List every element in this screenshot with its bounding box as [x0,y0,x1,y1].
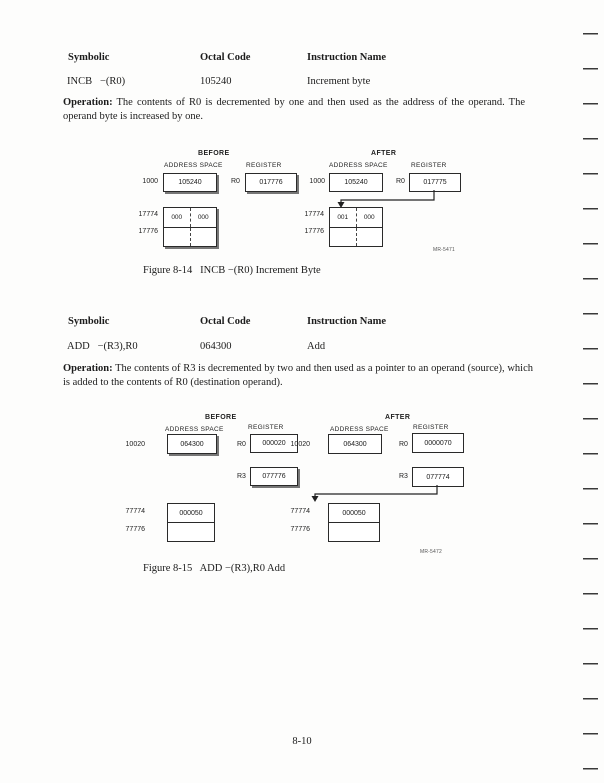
after-address-space-label: ADDRESS SPACE [329,162,388,169]
column-header-octal: Octal Code [200,52,251,63]
before-register-box: 017776 [245,173,297,192]
operation-paragraph [63,96,525,124]
memory-row [329,504,379,522]
memory-cell [164,228,191,247]
before-register-r3-box: 077776 [250,467,298,486]
figure-mr-code: MR-5472 [420,549,442,555]
memory-row [164,227,216,247]
before-memory-address-1: 17774 [138,211,158,218]
memory-row [168,522,214,541]
after-memory-address-1: 17774 [304,211,324,218]
after-register-label: REGISTER [411,162,447,169]
memory-row [330,227,382,247]
after-memory-box [328,503,380,542]
before-address-space-label: ADDRESS SPACE [164,162,223,169]
figure-8-15-diagram [100,410,490,556]
before-memory-address-1: 77774 [125,508,145,515]
memory-cell [329,523,379,541]
before-memory-address-2: 77776 [125,526,145,533]
instruction-name: Add [307,341,326,352]
memory-cell: 000050 [179,509,203,517]
before-address-space-label: ADDRESS SPACE [165,426,224,433]
before-register-label: REGISTER [246,162,282,169]
after-address-space-label: ADDRESS SPACE [330,426,389,433]
memory-cell: 000 [363,213,375,221]
before-register-r0-box: 000020 [250,434,298,453]
figure-mr-code: MR-5471 [433,247,455,253]
after-register-r0-box: 0000070 [412,433,464,453]
after-address-label: 1000 [309,178,325,185]
operation-text: The contents of R0 is decremented by one and then used as the address of the operand. The operand byte is increased by one. [63,97,525,122]
operation-label: Operation: [63,97,113,108]
instruction-octal-code: 105240 [200,76,232,87]
memory-cell [357,228,383,247]
instruction-symbolic: ADD −(R3),R0 [67,341,138,352]
memory-row [329,522,379,541]
after-register-r3-box: 077774 [412,467,464,487]
before-register-r3-name: R3 [237,473,246,480]
edge-tick-marks [583,33,598,774]
column-header-instruction-name: Instruction Name [307,316,387,327]
after-label: AFTER [385,414,411,421]
after-memory-address-2: 17776 [304,228,324,235]
before-memory-address-2: 17776 [138,228,158,235]
before-label: BEFORE [205,414,237,421]
memory-cell: 000 [164,208,191,227]
memory-cell: 001 [330,208,357,227]
after-address-label: 10020 [290,441,310,448]
memory-cell: 000050 [342,509,366,517]
before-memory-box [167,503,215,542]
before-address-space-box: 064300 [167,434,217,454]
before-address-space-box: 105240 [163,173,217,192]
after-register-r0-name: R0 [399,441,408,448]
after-label: AFTER [371,150,397,157]
column-header-octal: Octal Code [200,316,251,327]
figure-8-14-caption: Figure 8-14 INCB −(R0) Increment Byte [143,265,321,276]
operation-paragraph [63,362,533,390]
after-register-box: 017775 [409,173,461,192]
memory-cell [191,228,217,247]
instruction-octal-code: 064300 [200,341,232,352]
before-memory-box [163,207,217,247]
after-register-label: REGISTER [413,424,449,431]
before-address-label: 10020 [125,441,145,448]
before-register-label: REGISTER [248,424,284,431]
memory-row [164,208,216,227]
after-register-r3-name: R3 [399,473,408,480]
memory-cell: 000 [197,213,209,221]
operation-label: Operation: [63,363,113,374]
memory-row [168,504,214,522]
memory-cell [168,523,214,541]
before-register-r0-name: R0 [237,441,246,448]
memory-cell [330,228,357,247]
memory-row [330,208,382,227]
before-register-name: R0 [231,178,240,185]
after-address-space-box: 064300 [328,434,382,454]
page-number: 8-10 [292,736,312,747]
figure-8-15-caption: Figure 8-15 ADD −(R3),R0 Add [143,563,286,574]
after-memory-box [329,207,383,247]
instruction-symbolic: INCB −(R0) [67,76,126,87]
after-address-space-box: 105240 [329,173,383,192]
column-header-symbolic: Symbolic [68,316,110,327]
column-header-symbolic: Symbolic [68,52,110,63]
after-register-name: R0 [396,178,405,185]
figure-8-14-diagram [100,148,490,260]
operation-text: The contents of R3 is decremented by two and then used as a pointer to an operand (source), which is added to the contents of R0 (destination operand). [63,363,533,388]
column-header-instruction-name: Instruction Name [307,52,387,63]
before-label: BEFORE [198,150,230,157]
after-memory-address-2: 77776 [290,526,310,533]
instruction-name: Increment byte [307,76,371,87]
after-memory-address-1: 77774 [290,508,310,515]
before-address-label: 1000 [142,178,158,185]
